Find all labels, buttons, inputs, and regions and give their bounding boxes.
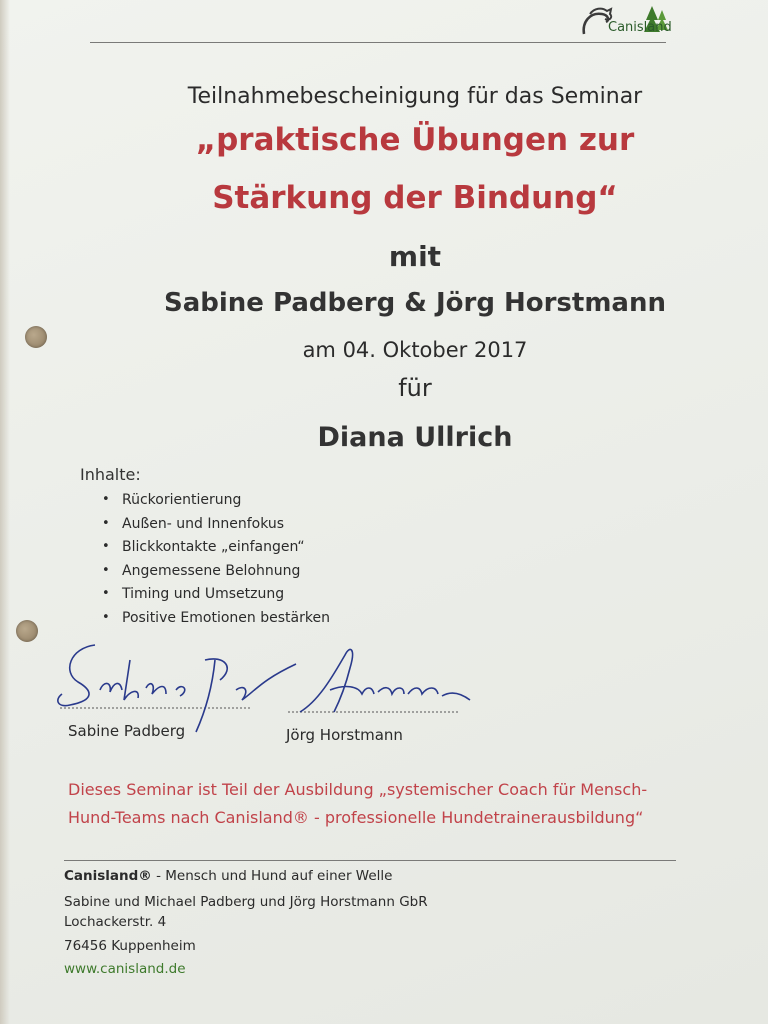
seminar-title-line1: „praktische Übungen zur	[195, 122, 635, 158]
program-note-line1: Dieses Seminar ist Teil der Ausbildung „systemischer Coach für Mensch-	[68, 780, 648, 799]
footer-city: 76456 Kuppenheim	[64, 938, 196, 954]
list-item: • Angemessene Belohnung	[98, 563, 330, 587]
signature-sabine-padberg	[58, 645, 296, 732]
signature-name-left: Sabine Padberg	[68, 722, 186, 740]
program-note-line2: Hund-Teams nach Canisland® - professionelle Hundetrainerausbildung“	[68, 808, 644, 827]
list-item: • Positive Emotionen bestärken	[98, 610, 330, 634]
for-label: für	[398, 374, 432, 402]
seminar-title-line2: Stärkung der Bindung“	[212, 180, 618, 216]
footer-website-link[interactable]: www.canisland.de	[64, 961, 186, 977]
footer-rule	[64, 860, 676, 861]
list-item: • Rückorientierung	[98, 492, 330, 516]
signature-joerg-horstmann	[300, 649, 470, 712]
footer-company-line	[64, 868, 392, 884]
footer-street: Lochackerstr. 4	[64, 914, 167, 930]
with-label: mit	[388, 240, 442, 273]
trainer-names: Sabine Padberg & Jörg Horstmann	[164, 288, 666, 318]
participant-name: Diana Ullrich	[317, 422, 513, 453]
list-item: • Außen- und Innenfokus	[98, 516, 330, 540]
list-item: • Blickkontakte „einfangen“	[98, 539, 330, 563]
signature-name-right: Jörg Horstmann	[286, 726, 403, 744]
footer-tagline: - Mensch und Hund auf einer Welle	[151, 868, 393, 884]
list-item: • Timing und Umsetzung	[98, 586, 330, 610]
logo-wordmark: Canisland	[608, 20, 672, 35]
seminar-date: am 04. Oktober 2017	[302, 338, 528, 362]
contents-label: Inhalte:	[80, 465, 141, 484]
certificate-heading: Teilnahmebescheinigung für das Seminar	[187, 84, 643, 109]
footer-owners: Sabine und Michael Padberg und Jörg Horstmann GbR	[64, 894, 428, 910]
footer-company-name: Canisland®	[64, 868, 152, 884]
